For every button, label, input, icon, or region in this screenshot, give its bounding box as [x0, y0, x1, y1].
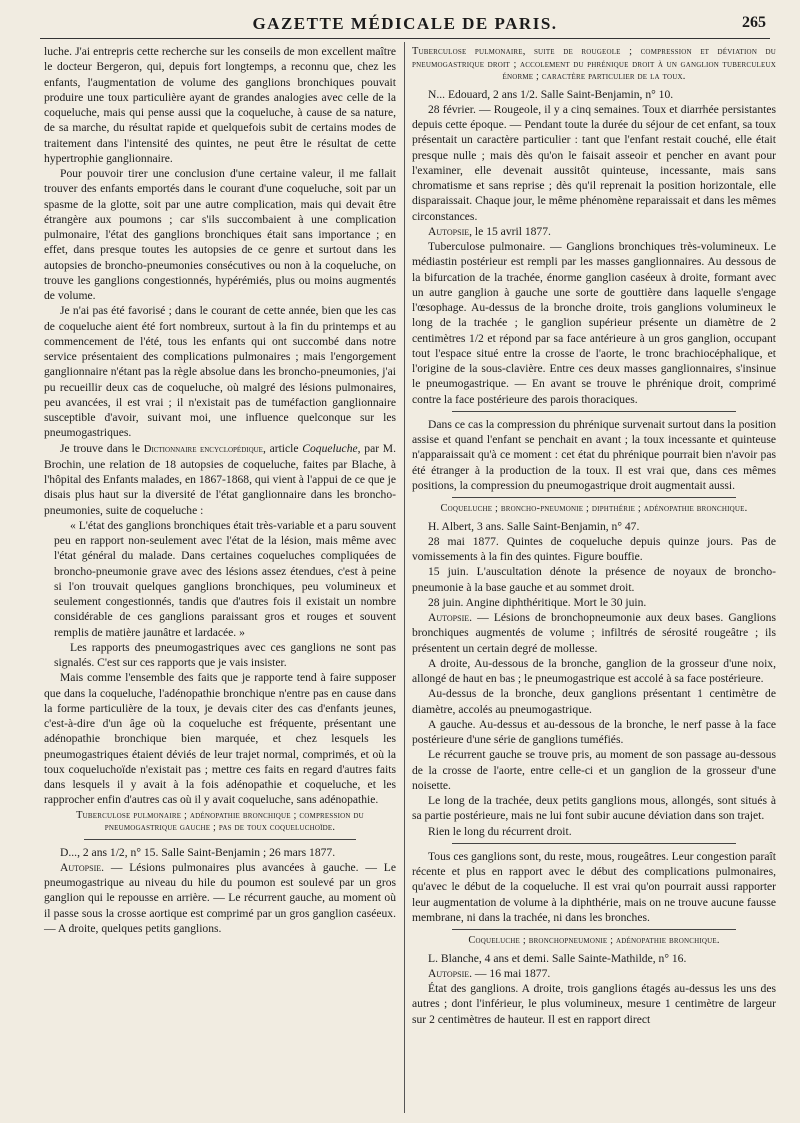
paragraph: A droite, Au-dessous de la bronche, ganglion de la grosseur d'une noix, allongé de haut en bas ; le pneumogastrique est accolé à sa face postérieure. — [412, 656, 776, 685]
text-run: , article — [262, 441, 303, 455]
dictionary-title: Dictionnaire encyclopédique — [143, 443, 263, 455]
paragraph — [412, 224, 776, 239]
paragraph: Le long de la trachée, deux petits ganglions mous, allongés, sont situés à sa partie postérieure, mais ne lui font subir aucune déviation dans son trajet. — [412, 794, 776, 823]
paragraph: luche. J'ai entrepris cette recherche sur les conseils de mon excellent maître le docteur Bergeron, qui, depuis fort longtemps, a reconnu que, chez les enfants, l'augmentation de volume des ganglions bronchiques pouvait produire une toux particulière ayant de grandes analogies avec celle de la coqueluche, mais qui pense aussi que la coqueluche, à cause de sa nature, de sa marche, du résultat rapide et quelquefois subit de certains modes de traitement dans l'intensité des quintes, ne peut être le résultat de cette hypertrophie ganglionnaire. — [44, 45, 396, 165]
case-heading: Coqueluche ; bronchopneumonie ; adénopathie bronchique. — [468, 935, 720, 946]
section-separator — [452, 843, 736, 844]
paragraph: Tous ces ganglions sont, du reste, mous, rougeâtres. Leur congestion paraît récente et plus en rapport avec le début des complications pulmonaires, qu'avec le début de la coqueluche. Il est vrai qu'on pourrait aussi rapporter leur augmentation de volume à la diphthérie, mais on ne trouve aucune fausse membrane, ni dans la trachée, ni dans les bronches. — [412, 849, 776, 924]
paragraph: Je n'ai pas été favorisé ; dans le courant de cette année, bien que les cas de coqueluche aient été fort nombreux, surtout à la fin du printemps et au commencement de l'été, tous les enfants qui ont succombé dans notre service présentaient des complications pulmonaires ; mais l'engorgement ganglionnaire n'étant pas la règle absolue dans les broncho-pneumonies, j'ai pu recueillir deux cas de coqueluche, où malgré des lésions pulmonaires, peu avancées, il est vrai ; il n'existait pas de tuméfaction ganglionnaire susceptible d'avoir, suivant moi, une influence quelconque sur les pneumogastriques. — [44, 304, 396, 440]
quotation: Les rapports des pneumogastriques avec ces ganglions ne sont pas signalés. C'est sur ces rapports que je vais insister. — [54, 640, 396, 669]
column-divider — [404, 42, 405, 1113]
right-column — [412, 44, 776, 1027]
section-separator — [452, 497, 736, 498]
quotation: « L'état des ganglions bronchiques était très-variable et a paru souvent peu en rapport non-seulement avec l'état de la lésion, mais même avec l'état général du malade. Dans certaines coqueluches compliquées de broncho-pneumonie grave avec des lésions assez étendues, c'est à peine si l'on trouvait quelques ganglions bronchiques, peu volumineux et seulement congestionnés, tandis que d'autres fois il existait un nombre considérable de ces ganglions paraissant gros et rouges et souvent remplis de matière jaunâtre et lardacée. » — [54, 518, 396, 639]
text-run: — 16 mai 1877. — [472, 966, 551, 980]
paragraph: A gauche. Au-dessus et au-dessous de la bronche, le nerf passe à la face postérieure d'une série de ganglions tuméfiés. — [412, 717, 776, 746]
text-run: — Lésions pulmonaires plus avancées à gauche. — Le pneumogastrique au niveau du hile du poumon est soulevé par un gros ganglion qui le repousse en arrière. — Le récurrent gauche, au moment où il passe sous la crosse aortique est comprimé par un gros ganglion caséeux. — A droite, quelques petits ganglions. — [44, 860, 396, 935]
paragraph: Rien le long du récurrent droit. — [428, 824, 572, 838]
paragraph: Pour pouvoir tirer une conclusion d'une certaine valeur, il me fallait trouver des enfants emportés dans le courant d'une coqueluche, soit par un spasme de la glotte, soit par une autre complication, mais qui devait être étrangère aux poumons ; car s'ils succombaient à une complication pulmonaire, l'état des ganglions bronchiques était sans importance ; en effet, dans presque toutes les autopsies de ce genre et surtout dans les autopsies de broncho-pneumonies consécutives ou non à la coqueluche, on trouve les ganglions congestionnés, hypérémiés, plus ou moins augmentés de volume. — [44, 167, 396, 302]
section-separator — [84, 839, 356, 840]
paragraph: Dans ce cas la compression du phrénique survenait surtout dans la position assise et quand l'enfant se penchait en avant ; la toux incessante et quinteuse n'apparaissait qu'à ce moment : cet état du phrénique pourrait bien n'avoir pas été étranger à la production de la toux. Il est vrai que, dans ces mêmes positions, la compression du pneumogastrique droit augmentait aussi. — [412, 417, 776, 492]
autopsie-label: Autopsie. — [60, 860, 105, 874]
case-heading: Tuberculose pulmonaire, suite de rougeole ; compression et déviation du pneumogastrique droit ; accolement du phrénique droit à un ganglion tuberculeux énorme ; caractère particulier de la toux. — [412, 46, 776, 82]
case-intro: N... Edouard, 2 ans 1/2. Salle Saint-Benjamin, n° 10. — [428, 87, 674, 101]
case-intro: D..., 2 ans 1/2, n° 15. Salle Saint-Benjamin ; 26 mars 1877. — [60, 845, 336, 859]
header-rule — [40, 38, 770, 39]
page-number: 265 — [742, 14, 766, 31]
page-header — [40, 14, 770, 40]
text-run: , par M. Brochin, une relation de 18 autopsies de coqueluche, faites par Blache, à l'hôpital des Enfants malades, en 1867-1868, qui vient à l'appui de ce que je disais plus haut sur la diversité de l'état ganglionnaire dans les broncho-pneumonies, suite de coqueluche : — [44, 441, 396, 517]
paragraph: Au-dessus de la bronche, deux ganglions présentant 1 centimètre de diamètre, accolés au pneumogastrique. — [412, 687, 776, 716]
running-title: GAZETTE MÉDICALE DE PARIS. — [252, 14, 558, 33]
case-heading: Coqueluche ; broncho-pneumonie ; diphthérie ; adénopathie bronchique. — [440, 503, 748, 514]
autopsie-label: Autopsie. — [428, 966, 473, 980]
paragraph: État des ganglions. A droite, trois ganglions étagés au-dessus les uns des autres ; dont l'inférieur, le plus volumineux, mesure 1 centimètre de largeur sur 2 centimètres de hauteur. Il est en rapport direct — [412, 982, 776, 1026]
section-separator — [452, 411, 736, 412]
paragraph — [412, 610, 776, 656]
paragraph: 28 juin. Angine diphthéritique. Mort le 30 juin. — [428, 595, 647, 609]
case-intro: H. Albert, 3 ans. Salle Saint-Benjamin, n° 47. — [428, 519, 640, 533]
paragraph: 28 février. — Rougeole, il y a cinq semaines. Toux et diarrhée persistantes depuis cette époque. — Pendant toute la durée du séjour de cet enfant, sa toux présentait un caractère particulier : tant que l'enfant restait couché, elle était presque nulle ; mais dès qu'on le faisait asseoir et pencher en avant pour l'examiner, elle devenait aussitôt quinteuse, incessante, mais sans chromatisme et sans reprise ; dès qu'il reprenait la position horizontale, elle disparaissait. Chaque jour, le même phénomène reparaissait et dans les mêmes circonstances. — [412, 102, 776, 223]
autopsie-label: Autopsie. — [428, 611, 473, 624]
text-run: Je trouve dans le — [60, 441, 144, 455]
text-run: le 15 avril 1877. — [472, 224, 551, 238]
paragraph — [412, 966, 776, 981]
paragraph: Tuberculose pulmonaire. — Ganglions bronchiques très-volumineux. Le médiastin postérieur est rempli par les masses ganglionnaires. Au dessous de la bifurcation de la trachée, énorme ganglion caséeux à droite, formant avec un autre ganglion à gauche une sorte de gouttière dans laquelle s'engage l'œsophage. Au-dessus de la bronche droite, trois ganglions volumineux le long de la trachée ; le ganglion supérieur présente un diamètre de 2 centimètres 1/2 et répond par sa face antérieure à un gros ganglion, occupant tout l'espace situé entre la crosse de l'aorte, le tronc brachiocéphalique, et l'origine de la sous-clavière. Entre ces deux masses ganglionnaires, s'insinue le pneumogastrique. — En avant se trouve le phrénique droit, comprimé contre la face postérieure des parois thoraciques. — [412, 240, 776, 406]
paragraph: 15 juin. L'auscultation dénote la présence de noyaux de broncho-pneumonie à la base gauche et au sommet droit. — [412, 565, 776, 594]
text-run: — Lésions de bronchopneumonie aux deux bases. Ganglions bronchiques augmentés de volume ; infiltrés de sérosité rougeâtre ; ils présentent un certain degré de mollesse. — [412, 611, 776, 655]
autopsie-label: Autopsie, — [428, 224, 473, 238]
paragraph: 28 mai 1877. Quintes de coqueluche depuis quinze jours. Pas de vomissements à la fin des quintes. Figure bouffie. — [412, 534, 776, 563]
left-column — [44, 44, 396, 936]
paragraph — [44, 860, 396, 936]
case-heading: Tuberculose pulmonaire ; adénopathie bronchique ; compression du pneumogastrique gauche ; pas de toux coqueluchoïde. — [76, 809, 364, 833]
case-intro: L. Blanche, 4 ans et demi. Salle Sainte-Mathilde, n° 16. — [428, 951, 687, 965]
paragraph: Le récurrent gauche se trouve pris, au moment de son passage au-dessous de la crosse de l'aorte, entre celle-ci et un ganglion de la grosseur d'une noisette. — [412, 748, 776, 792]
article-title: Coqueluche — [302, 441, 358, 455]
section-separator — [452, 929, 736, 930]
paragraph: Mais comme l'ensemble des faits que je rapporte tend à faire supposer que dans la coqueluche, l'adénopathie bronchique n'entre pas en cause dans la forme particulière de la toux, je devais citer des cas d'enfants jeunes, c'est-à-dire d'un âge où la coqueluche est fréquente, présentant une adénopathie bronchique bien marquée, et chez lesquels les pneumogastriques étaient déviés de leur trajet normal, comprimés, et où la toux coqueluchoïde n'existait pas ; mettre ces faits en regard d'autres faits dans lesquels il y avait à la fois adénopathie et coqueluche, et les rapprocher enfin d'autres cas où il y avait coqueluche, sans adénopathie. — [44, 671, 396, 807]
paragraph — [44, 441, 396, 518]
